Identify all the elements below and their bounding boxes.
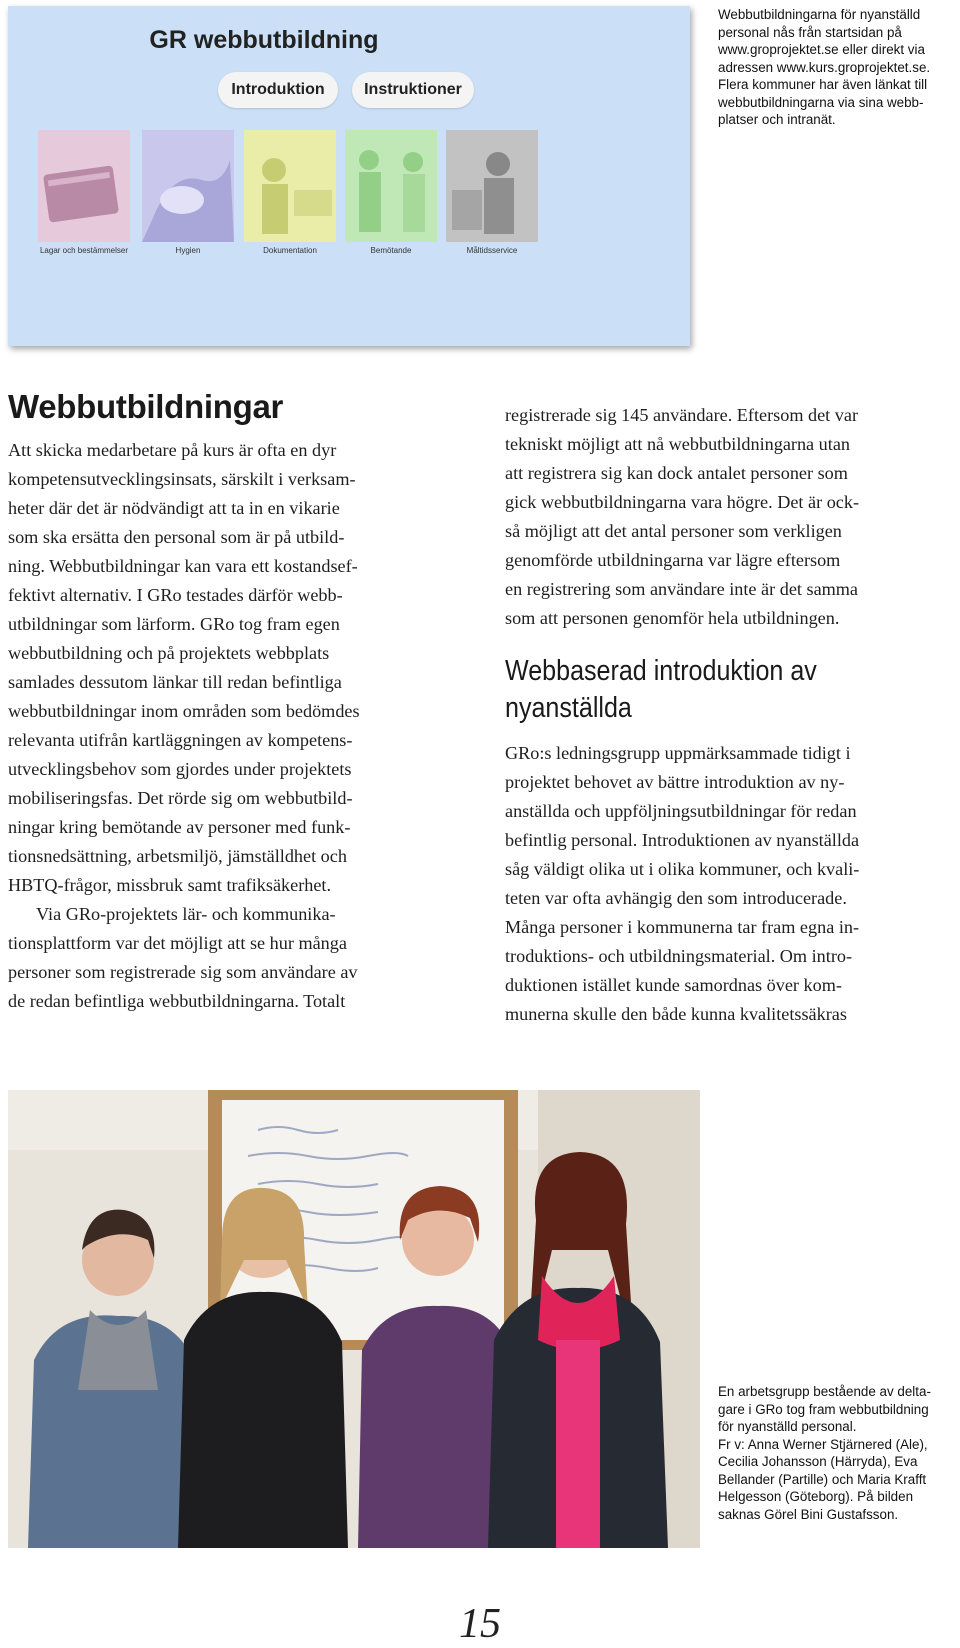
- text-line: relevanta utifrån kartläggningen av kompetens-: [8, 730, 353, 750]
- caption-line: för nyanställd personal.: [718, 1419, 857, 1434]
- group-photo: [8, 1090, 700, 1548]
- subheading-line: nyanställda: [505, 692, 632, 724]
- page-number: 15: [459, 1601, 501, 1647]
- caption-line: personal nås från startsidan på: [718, 24, 902, 40]
- portal-screenshot: [8, 6, 690, 346]
- text-line: troduktions- och utbildningsmaterial. Om intro-: [505, 946, 853, 966]
- text-line: genomförde utbildningarna var lägre eftersom: [505, 550, 841, 570]
- section-heading: Webbutbildningar: [8, 388, 284, 425]
- subheading-line: Webbaserad introduktion av: [505, 655, 817, 687]
- text-line: så möjligt att det antal personer som verkligen: [505, 521, 842, 541]
- text-line: att registrera sig kan dock antalet personer som: [505, 463, 848, 483]
- text-line: duktionen istället kunde samordnas över kom-: [505, 975, 842, 995]
- text-line: GRo:s ledningsgrupp uppmärksammade tidigt i: [505, 743, 851, 763]
- text-line: utbildningar som lärform. GRo tog fram egen: [8, 614, 340, 634]
- text-line: Via GRo-projektets lär- och kommunika-: [36, 904, 336, 924]
- text-line: projektet behovet av bättre introduktion av ny-: [505, 772, 845, 792]
- right-column-text-top: [505, 401, 955, 633]
- subsection-heading: [505, 653, 859, 727]
- tile-lagar-image: [38, 130, 130, 242]
- text-line: ningar kring bemötande av personer med funk-: [8, 817, 351, 837]
- tile-label-dokumentation: Dokumentation: [263, 246, 317, 255]
- instruktioner-button: Instruktioner: [352, 72, 474, 108]
- text-line: webbutbildningar inom områden som bedömdes: [8, 701, 360, 721]
- text-line: utvecklingsbehov som gjordes under projektets: [8, 759, 352, 779]
- text-line: tionsplattform var det möjligt att se hur många: [8, 933, 347, 953]
- text-line: ning. Webbutbildningar kan vara ett kostandsef-: [8, 556, 358, 576]
- text-line: anställda och uppföljningsutbildningar för redan: [505, 801, 857, 821]
- photo-caption: [718, 1383, 948, 1523]
- text-line: registrerade sig 145 användare. Eftersom det var: [505, 405, 858, 425]
- caption-line: Flera kommuner har även länkat till: [718, 77, 928, 92]
- left-column-text: [8, 436, 458, 1016]
- text-line: fektivt alternativ. I GRo testades därför webb-: [8, 585, 343, 605]
- tile-dokumentation-image: [244, 130, 336, 242]
- text-line: de redan befintliga webbutbildningarna. Totalt: [8, 991, 346, 1011]
- text-line: heter där det är nödvändigt att ta in en vikarie: [8, 498, 340, 518]
- text-line: teten var ofta avhängig den som introducerade.: [505, 888, 847, 908]
- text-line: tekniskt möjligt att nå webbutbildningarna utan: [505, 434, 850, 454]
- tile-label-bemotande: Bemötande: [370, 246, 412, 255]
- screenshot-caption: [718, 6, 948, 129]
- tile-hygien-image: [142, 130, 234, 242]
- text-line: Att skicka medarbetare på kurs är ofta en dyr: [8, 440, 337, 460]
- caption-line: gare i GRo tog fram webbutbildning: [718, 1401, 929, 1417]
- text-line: tionsnedsättning, arbetsmiljö, jämställdhet och: [8, 846, 347, 866]
- tile-label-maltidsservice: Måltidsservice: [466, 246, 518, 255]
- text-line: kompetensutvecklingsinsats, särskilt i verksam-: [8, 469, 356, 489]
- caption-line: webbutbildningarna via sina webb-: [718, 94, 924, 110]
- caption-line: Fr v: Anna Werner Stjärnered (Ale),: [718, 1436, 928, 1452]
- text-line: såg väldigt olika ut i olika kommuner, och kvali-: [505, 859, 860, 879]
- caption-line: adressen www.kurs.groprojektet.se.: [718, 59, 931, 75]
- tile-label-lagar: Lagar och bestämmelser: [39, 246, 129, 255]
- text-line: Många personer i kommunerna tar fram egna in-: [505, 917, 860, 937]
- text-line: som ska ersätta den personal som är på utbild-: [8, 527, 345, 547]
- tile-maltidsservice-image: [446, 130, 538, 242]
- caption-line: www.groprojektet.se eller direkt via: [718, 42, 925, 57]
- caption-line: Webbutbildningarna för nyanställd: [718, 7, 921, 22]
- introduktion-button: Introduktion: [218, 72, 338, 108]
- text-line: webbutbildning och på projektets webbplats: [8, 643, 330, 663]
- caption-line: Cecilia Johansson (Härryda), Eva: [718, 1454, 918, 1469]
- text-line: HBTQ-frågor, missbruk samt trafiksäkerhet.: [8, 875, 332, 895]
- text-line: samlades dessutom länkar till redan befintliga: [8, 672, 342, 692]
- tile-bemotande-image: [345, 130, 437, 242]
- tile-label-hygien: Hygien: [175, 246, 201, 255]
- caption-line: saknas Görel Bini Gustafsson.: [718, 1506, 899, 1522]
- text-line: personer som registrerade sig som användare av: [8, 962, 358, 982]
- text-line: befintlig personal. Introduktionen av nyanställda: [505, 830, 860, 850]
- caption-line: En arbetsgrupp bestående av delta-: [718, 1384, 931, 1399]
- text-line: en registrering som användare inte är det samma: [505, 579, 859, 599]
- caption-line: Helgesson (Göteborg). På bilden: [718, 1489, 914, 1504]
- portal-title: GR webbutbildning: [149, 26, 379, 54]
- text-line: mobiliseringsfas. Det rörde sig om webbutbild-: [8, 788, 353, 808]
- right-column-text-bottom: [505, 739, 955, 1029]
- text-line: som att personen genomför hela utbildningen.: [505, 608, 840, 628]
- text-line: gick webbutbildningarna vara högre. Det är ock-: [505, 492, 860, 512]
- text-line: munerna skulle den både kunna kvalitetssäkras: [505, 1004, 847, 1024]
- caption-line: Bellander (Partille) och Maria Krafft: [718, 1471, 927, 1487]
- caption-line: platser och intranät.: [718, 112, 836, 127]
